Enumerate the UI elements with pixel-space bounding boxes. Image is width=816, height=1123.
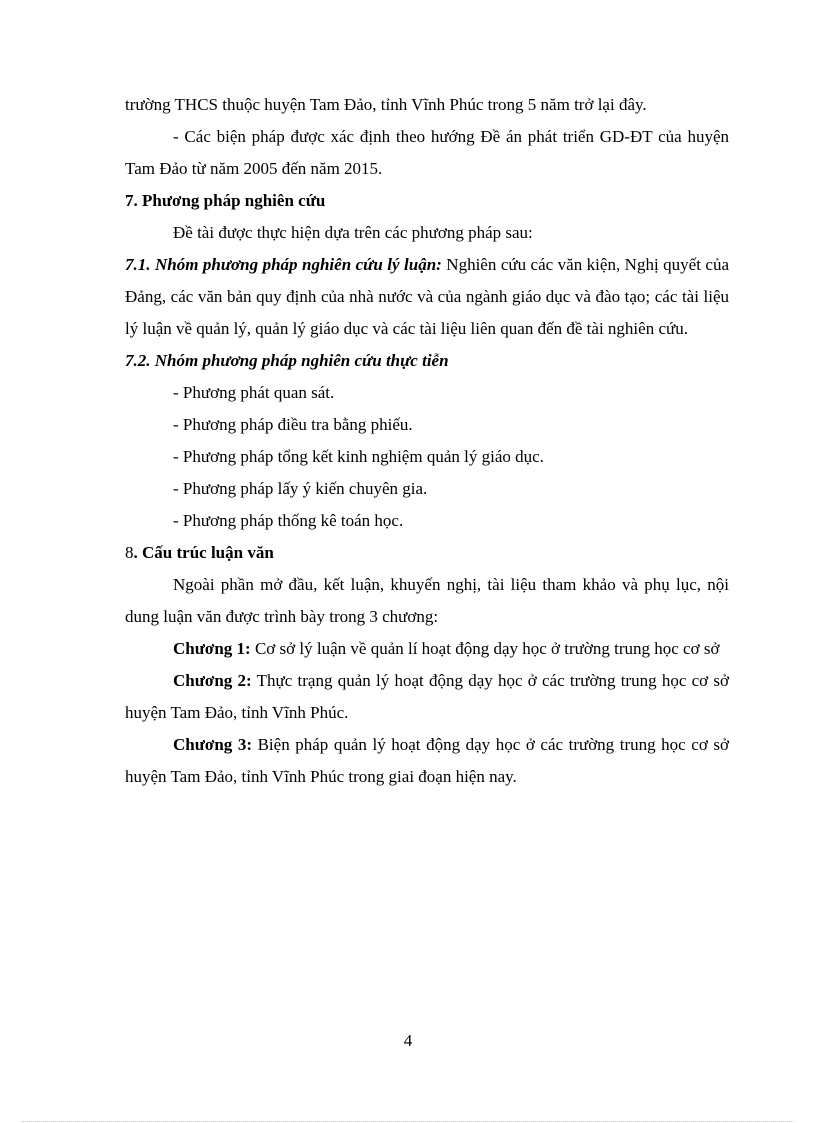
section-8-title: . Cấu trúc luận văn (133, 543, 274, 562)
page-number: 4 (403, 1031, 413, 1050)
subsection-7-2-heading: 7.2. Nhóm phương pháp nghiên cứu thực tiễn (125, 351, 449, 370)
chapter-text: Biện pháp quản lý hoạt động dạy học ở các trường trung học cơ sở huyện Tam Đảo, tỉnh Vĩnh Phúc trong giai đoạn hiện nay. (125, 735, 729, 786)
chapter-label: Chương 1: (173, 639, 251, 658)
chapter-3-paragraph (125, 729, 729, 793)
list-item: - Phương pháp tổng kết kinh nghiệm quản lý giáo dục. (173, 447, 544, 466)
chapter-label: Chương 3: (173, 735, 253, 754)
chapter-2-paragraph (125, 665, 729, 729)
paragraph-measures: - Các biện pháp được xác định theo hướng Đề án phát triển GD-ĐT của huyện Tam Đảo từ năm 2005 đến năm 2015. (125, 127, 729, 178)
chapter-1-paragraph (125, 633, 729, 665)
chapter-text: Thực trạng quản lý hoạt động dạy học ở các trường trung học cơ sở huyện Tam Đảo, tỉnh Vĩnh Phúc. (125, 671, 729, 722)
chapter-text: Cơ sở lý luận về quản lí hoạt động dạy học ở trường trung học cơ sở (250, 639, 720, 658)
subsection-7-1-label: 7.1. Nhóm phương pháp nghiên cứu lý luận: (125, 255, 442, 274)
chapter-label: Chương 2: (173, 671, 252, 690)
section-7-heading: 7. Phương pháp nghiên cứu (125, 191, 326, 210)
subsection-7-1-paragraph (125, 249, 729, 345)
section-8-heading (125, 537, 729, 569)
section-8-intro: Ngoài phần mở đầu, kết luận, khuyến nghị, tài liệu tham khảo và phụ lục, nội dung luận văn được trình bày trong 3 chương: (125, 575, 729, 626)
paragraph-scope-tail: trường THCS thuộc huyện Tam Đảo, tỉnh Vĩnh Phúc trong 5 năm trở lại đây. (125, 95, 647, 114)
list-item: - Phương phát quan sát. (173, 383, 335, 402)
methods-list (125, 377, 729, 537)
page-content (125, 89, 729, 793)
section-7-intro: Đề tài được thực hiện dựa trên các phương pháp sau: (173, 223, 533, 242)
section-8-number: 8 (125, 543, 134, 562)
page-bottom-divider (22, 1121, 794, 1122)
subsection-7-1-text: Nghiên cứu các văn kiện, Nghị quyết của Đảng, các văn bản quy định của nhà nước và của ngành giáo dục và đào tạo; các tài liệu lý luận về quản lý, quản lý giáo dục và các tài liệu liên quan đến đề tài nghiên cứu. (125, 255, 729, 338)
list-item: - Phương pháp lấy ý kiến chuyên gia. (173, 479, 428, 498)
list-item: - Phương pháp điều tra bằng phiếu. (173, 415, 413, 434)
list-item: - Phương pháp thống kê toán học. (173, 511, 404, 530)
